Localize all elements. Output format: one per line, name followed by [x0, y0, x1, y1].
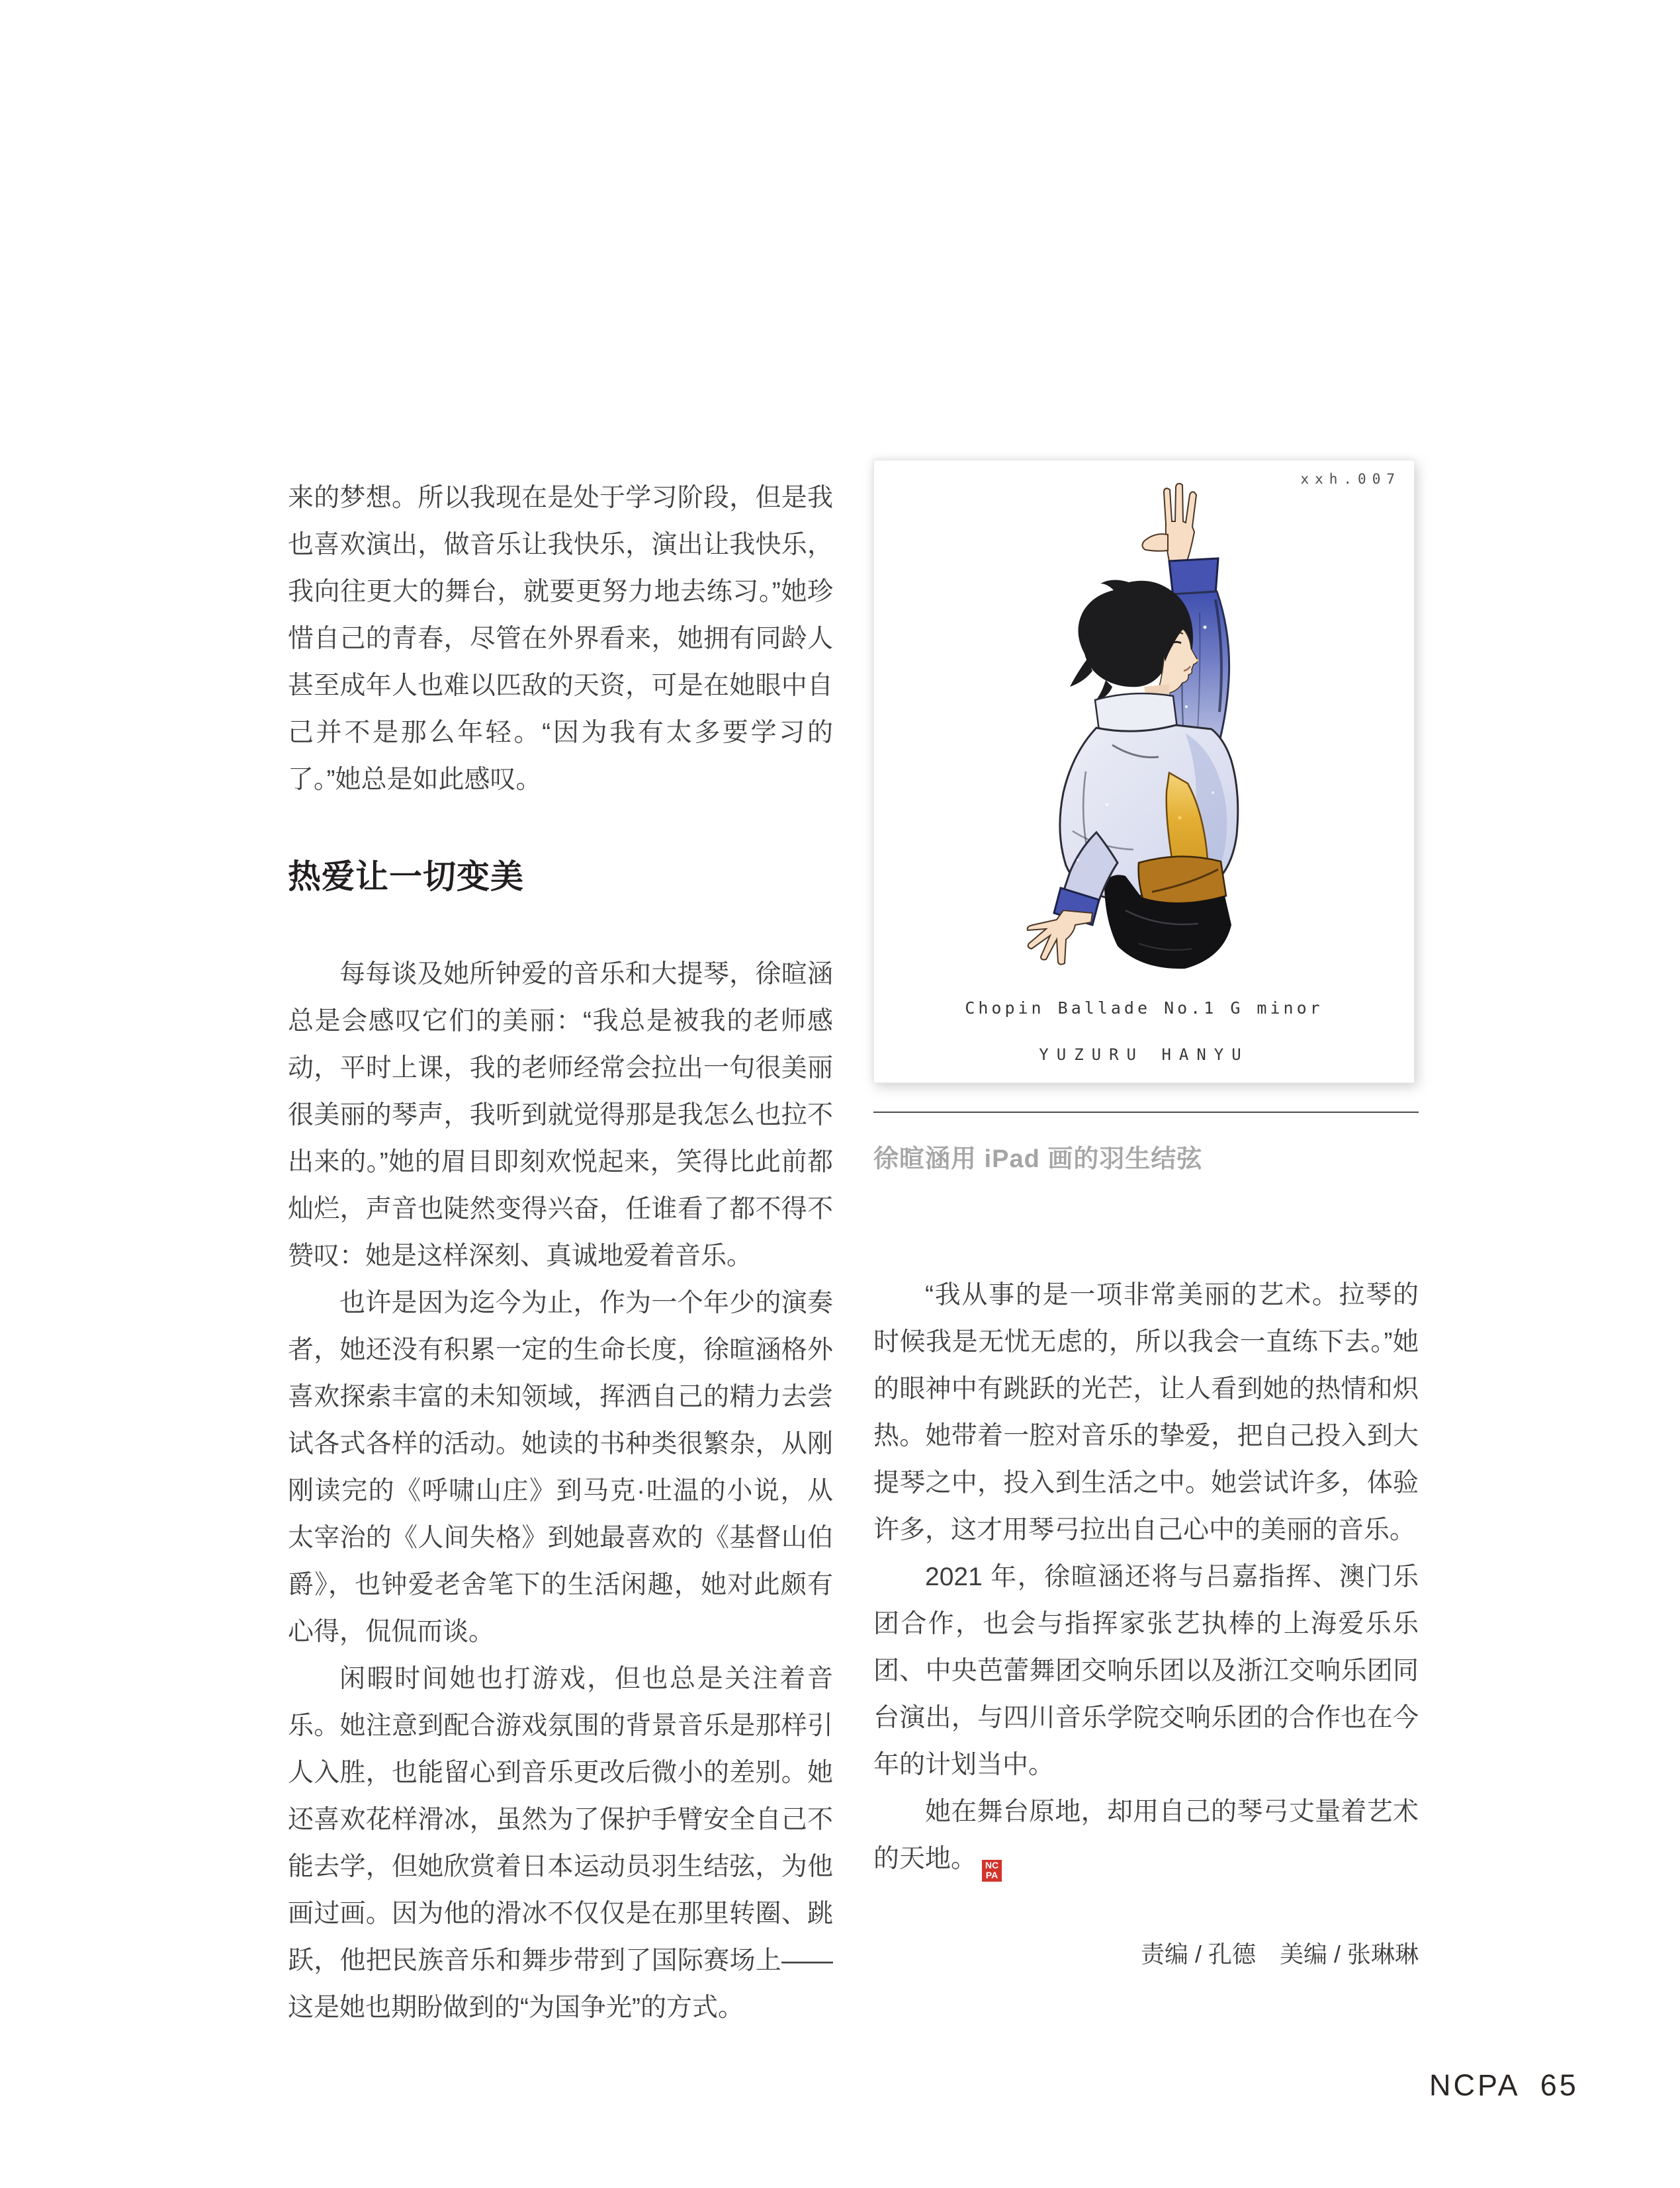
- artwork-artist: YUZURU HANYU: [1039, 1045, 1249, 1064]
- paragraph: 闲暇时间她也打游戏，但也总是关注着音乐。她注意到配合游戏氛围的背景音乐是那样引人入胜，也能留心到音乐更改后微小的差别。她还喜欢花样滑冰，虽然为了保护手臂安全自己不能去学，但她欣赏着日本运动员羽生结弦，为他画过画。因为他的滑冰不仅仅是在那里转圈、跳跃，他把民族音乐和舞步带到了国际赛场上——这是她也期盼做到的“为国争光”的方式。: [288, 1665, 833, 2022]
- artwork-title: Chopin Ballade No.1 G minor: [965, 998, 1323, 1018]
- ncpa-end-logo: [982, 1860, 1002, 1882]
- paragraph-with-logo: [873, 1788, 1419, 1882]
- left-column: [288, 474, 833, 2031]
- artwork-code: xxh.007: [1300, 471, 1401, 487]
- photo-caption: 徐暄涵用 iPad 画的羽生结弦: [873, 1145, 1203, 1173]
- paragraph: 也许是因为迄今为止，作为一个年少的演奏者，她还没有积累一定的生命长度，徐暄涵格外喜欢探索丰富的未知领域，挥洒自己的精力去尝试各式各样的活动。她读的书种类很繁杂，从刚刚读完的《呼啸山庄》到马克·吐温的小说，从太宰治的《人间失格》到她最喜欢的《基督山伯爵》，也钟爱老舍笔下的生活闲趣，她对此颇有心得，侃侃而谈。: [288, 1289, 833, 1646]
- figure-skater-illustration: [874, 460, 1414, 1082]
- paragraph: “我从事的是一项非常美丽的艺术。拉琴的时候我是无忧无虑的，所以我会一直练下去。”她的眼神中有跳跃的光芒，让人看到她的热情和炽热。她带着一腔对音乐的挚爱，把自己投入到大提琴之中，投入到生活之中。她尝试许多，体验许多，这才用琴弓拉出自己心中的美丽的音乐。: [873, 1281, 1419, 1544]
- ncpa-logo-line2: PA: [985, 1870, 998, 1880]
- paragraph: 每每谈及她所钟爱的音乐和大提琴，徐暄涵总是会感叹它们的美丽：“我总是被我的老师感动，平时上课，我的老师经常会拉出一句很美丽很美丽的琴声，我听到就觉得那是我怎么也拉不出来的。”她的眉目即刻欢悦起来，笑得比此前都灿烂，声音也陡然变得兴奋，任谁看了都不得不赞叹：她是这样深刻、真诚地爱着音乐。: [288, 960, 833, 1270]
- right-column: [873, 460, 1419, 1969]
- artwork-card: [873, 460, 1415, 1083]
- page-number: NCPA 65: [1429, 2068, 1579, 2102]
- ncpa-logo-line1: NC: [985, 1860, 999, 1870]
- paragraph-continued: 来的梦想。所以我现在是处于学习阶段，但是我也喜欢演出，做音乐让我快乐，演出让我快乐，我向往更大的舞台，就要更努力地去练习。”她珍惜自己的青春，尽管在外界看来，她拥有同龄人甚至成年人也难以匹敌的天资，可是在她眼中自己并不是那么年轻。“因为我有太多要学习的了。”她总是如此感叹。: [288, 484, 833, 794]
- editor-credits: 责编 / 孔德 美编 / 张琳琳: [1140, 1941, 1419, 1968]
- paragraph: 2021 年，徐暄涵还将与吕嘉指挥、澳门乐团合作，也会与指挥家张艺执棒的上海爱乐乐团、中央芭蕾舞团交响乐团以及浙江交响乐团同台演出，与四川音乐学院交响乐团的合作也在今年的计划当中。: [873, 1563, 1419, 1779]
- divider-rule: [873, 1112, 1419, 1113]
- paragraph-text: 她在舞台原地，却用自己的琴弓丈量着艺术的天地。: [873, 1798, 1419, 1873]
- section-heading: 热爱让一切变美: [288, 858, 524, 895]
